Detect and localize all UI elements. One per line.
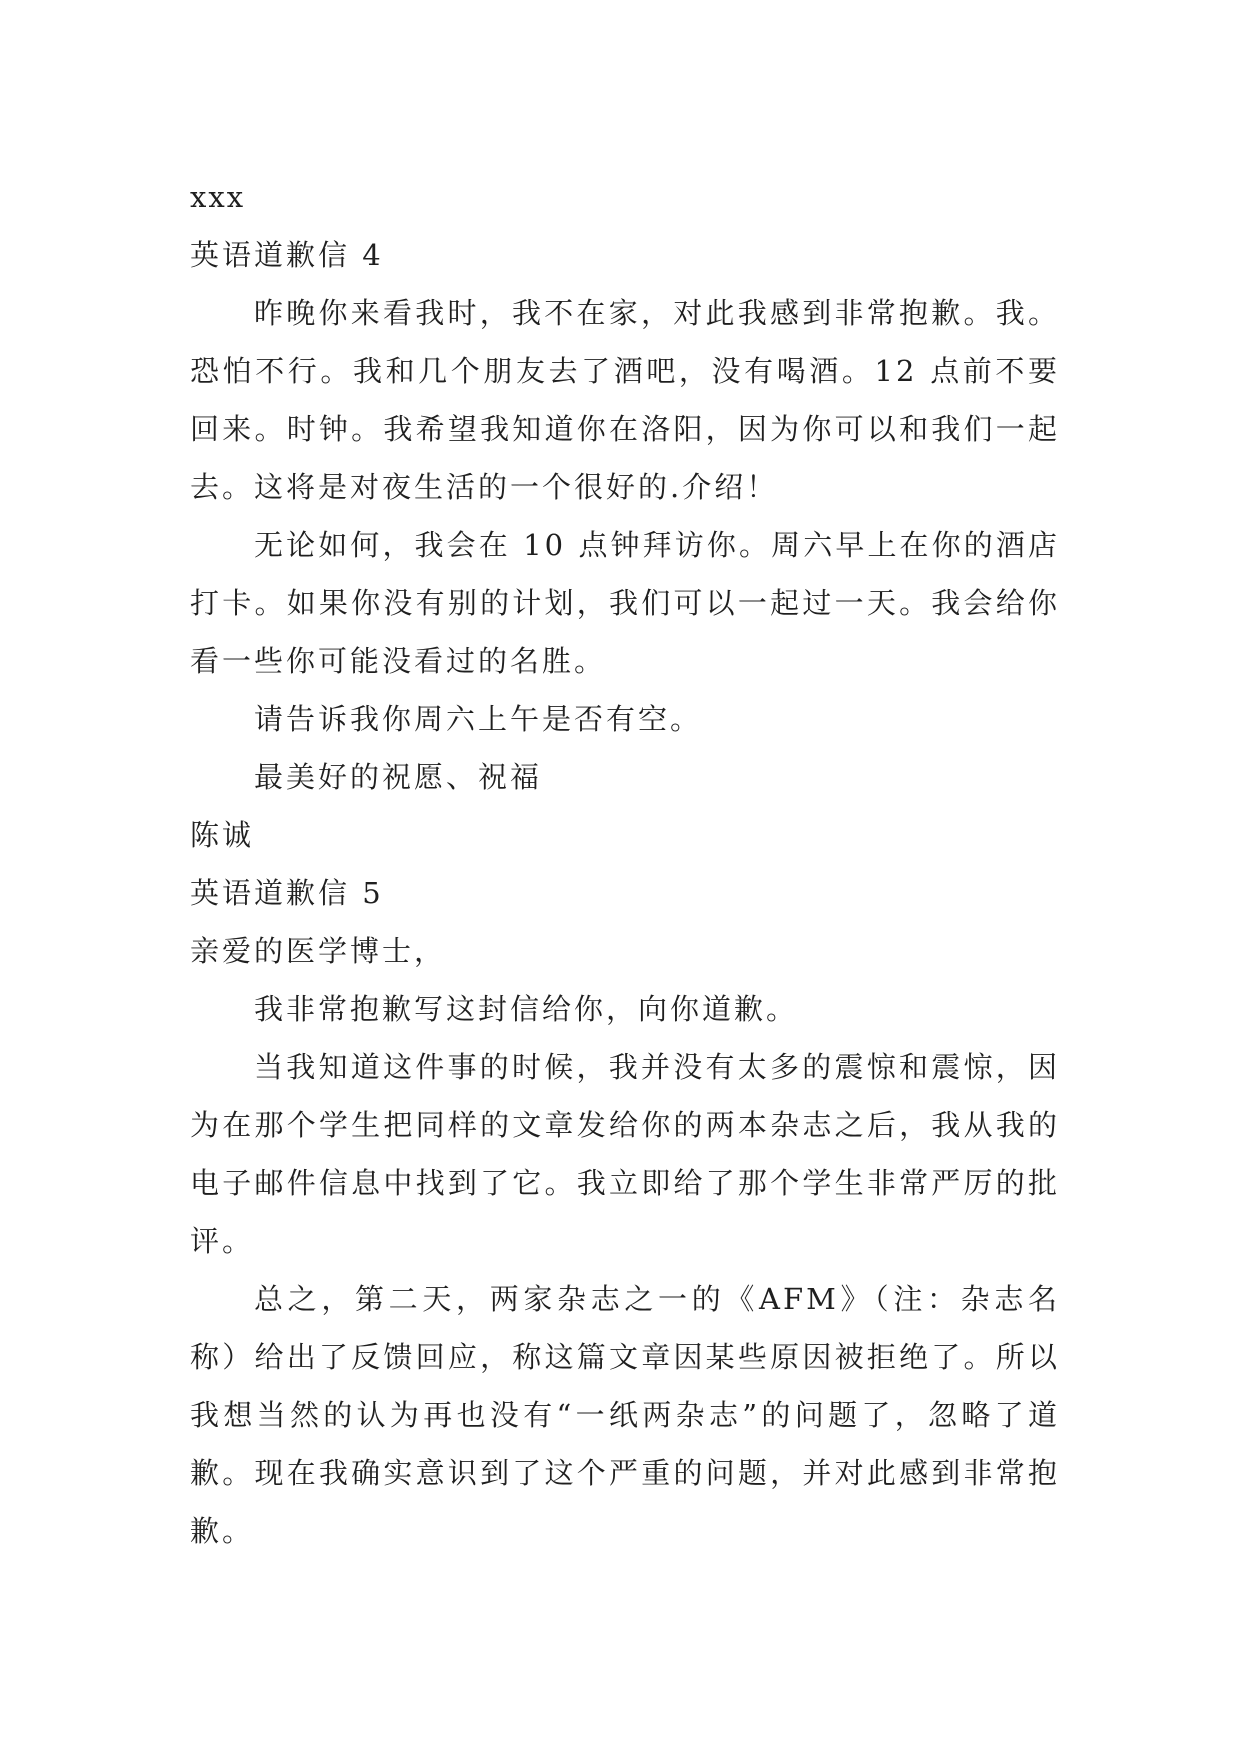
paragraph-opening-apology: 我非常抱歉写这封信给你，向你道歉。 [254,992,799,1026]
document-body [190,168,1060,1560]
paragraph-request-reply: 请告诉我你周六上午是否有空。 [254,702,703,736]
paragraph-visit-plan: 无论如何，我会在 10 点钟拜访你。周六早上在你的酒店打卡。如果你没有别的计划，我们可以一起过一天。我会给你看一些你可能没看过的名胜。 [190,528,1060,678]
salutation: 亲爱的医学博士， [190,934,447,968]
closing-wishes: 最美好的祝愿、祝福 [254,760,543,794]
sender-placeholder: xxx [190,180,246,214]
paragraph-apology-absence: 昨晚你来看我时，我不在家，对此我感到非常抱歉。我。恐怕不行。我和几个朋友去了酒吧，没有喝酒。12 点前不要回来。时钟。我希望我知道你在洛阳，因为你可以和我们一起去。这将是对夜生活的一个很好的.介绍！ [190,296,1060,504]
paragraph-incident: 当我知道这件事的时候，我并没有太多的震惊和震惊，因为在那个学生把同样的文章发给你的两本杂志之后，我从我的电子邮件信息中找到了它。我立即给了那个学生非常严厉的批评。 [190,1050,1060,1258]
paragraph-afm-feedback: 总之，第二天，两家杂志之一的《AFM》（注：杂志名称）给出了反馈回应，称这篇文章因某些原因被拒绝了。所以我想当然的认为再也没有“一纸两杂志”的问题了，忽略了道歉。现在我确实意识到了这个严重的问题，并对此感到非常抱歉。 [190,1282,1060,1548]
section-title-letter-4: 英语道歉信 4 [190,238,384,272]
section-title-letter-5: 英语道歉信 5 [190,876,384,910]
signature-name: 陈诚 [190,818,255,852]
